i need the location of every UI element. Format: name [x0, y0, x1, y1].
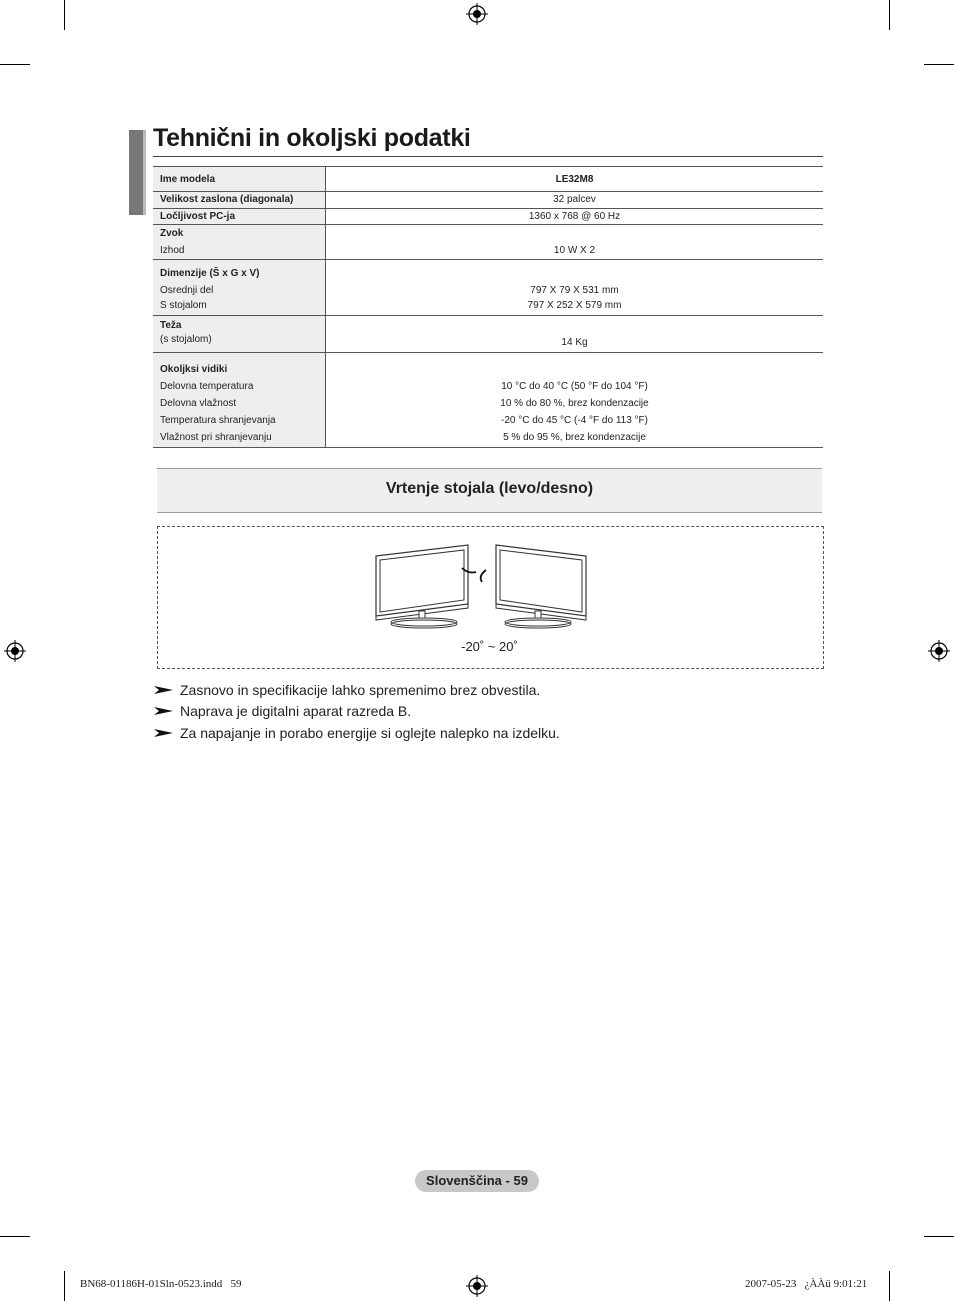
- table-row: [153, 225, 823, 260]
- storage-humidity-value: 5 % do 95 %, brez kondenzacije: [503, 432, 646, 443]
- table-row: [153, 209, 823, 225]
- note-arrow-icon: [154, 706, 174, 716]
- sound-label: Zvok: [160, 228, 184, 239]
- screen-size-value: 32 palcev: [553, 194, 596, 205]
- table-cell-label: [153, 209, 326, 225]
- table-cell-label: [153, 225, 326, 260]
- title-divider: [153, 156, 823, 157]
- crop-mark: [889, 1271, 890, 1301]
- table-header-label: [153, 167, 326, 192]
- table-header-value: [326, 167, 824, 192]
- registration-mark-icon: [466, 1275, 488, 1297]
- crop-mark: [0, 1236, 30, 1237]
- table-cell-label: [153, 192, 326, 209]
- crop-mark: [64, 0, 65, 30]
- storage-temperature-label: Temperatura shranjevanja: [160, 415, 276, 426]
- pc-resolution-value: 1360 x 768 @ 60 Hz: [528, 211, 621, 222]
- table-cell-value: [326, 353, 824, 448]
- operating-temperature-label: Delovna temperatura: [160, 381, 254, 392]
- registration-mark-icon: [4, 640, 26, 662]
- table-cell-value: [326, 316, 824, 353]
- table-row: [153, 192, 823, 209]
- note-text: Za napajanje in porabo energije si oglejte nalepko na izdelku.: [180, 724, 560, 741]
- crop-mark: [64, 1271, 65, 1301]
- dimensions-label: Dimenzije (Š x G x V): [160, 268, 260, 279]
- note-text: Zasnovo in specifikacije lahko spremenimo brez obvestila.: [180, 681, 541, 698]
- table-cell-value: [326, 225, 824, 260]
- table-row: [153, 353, 823, 448]
- main-unit-value: 797 X 79 X 531 mm: [530, 285, 619, 296]
- table-cell-value: [326, 260, 824, 316]
- with-stand-value: 797 X 252 X 579 mm: [527, 300, 622, 311]
- storage-humidity-label: Vlažnost pri shranjevanju: [160, 432, 272, 443]
- sound-output-value: 10 W X 2: [553, 245, 596, 256]
- tv-swivel-illustration: [372, 542, 592, 630]
- table-row: [153, 316, 823, 353]
- title-accent-bar: [129, 130, 143, 215]
- note-item: [154, 722, 560, 744]
- note-arrow-icon: [154, 685, 174, 695]
- page-number-label: Slovenščina - 59: [426, 1173, 528, 1188]
- table-header-row: [153, 167, 823, 192]
- table-cell-label: [153, 260, 326, 316]
- operating-humidity-value: 10 % do 80 %, brez kondenzacije: [500, 398, 649, 409]
- operating-humidity-label: Delovna vlažnost: [160, 398, 237, 409]
- print-file-info: BN68-01186H-01Sln-0523.indd 59: [80, 1278, 242, 1290]
- registration-mark-icon: [466, 3, 488, 25]
- registration-mark-icon: [928, 640, 950, 662]
- crop-mark: [924, 1236, 954, 1237]
- model-value: LE32M8: [555, 173, 594, 185]
- weight-sub-label: (s stojalom): [160, 334, 212, 345]
- main-unit-label: Osrednji del: [160, 285, 214, 296]
- page-title: Tehnični in okoljski podatki: [153, 124, 471, 152]
- spec-table: [153, 166, 823, 448]
- operating-temperature-value: 10 °C do 40 °C (50 °F do 104 °F): [501, 381, 648, 392]
- print-timestamp: 2007-05-23 ¿ÀÀü 9:01:21: [745, 1278, 868, 1290]
- crop-mark: [889, 0, 890, 30]
- weight-value: 14 Kg: [561, 337, 588, 348]
- note-text: Naprava je digitalni aparat razreda B.: [180, 703, 412, 720]
- table-cell-value: [326, 192, 824, 209]
- rotation-angle-label: -20˚ ~ 20˚: [461, 639, 518, 654]
- table-cell-label: [153, 353, 326, 448]
- with-stand-label: S stojalom: [160, 300, 207, 311]
- screen-size-label: Velikost zaslona (diagonala): [160, 194, 294, 205]
- model-label: Ime modela: [160, 173, 216, 185]
- table-cell-value: [326, 209, 824, 225]
- weight-label: Teža: [160, 320, 182, 331]
- section-title: Vrtenje stojala (levo/desno): [385, 480, 594, 497]
- title-accent-bar: [143, 130, 146, 215]
- note-item: [154, 679, 560, 701]
- note-item: [154, 701, 560, 723]
- environment-label: Okoljksi vidiki: [160, 364, 228, 375]
- crop-mark: [0, 64, 30, 65]
- notes-list: [154, 679, 560, 744]
- sound-output-label: Izhod: [160, 245, 185, 256]
- table-row: [153, 260, 823, 316]
- note-arrow-icon: [154, 728, 174, 738]
- crop-mark: [924, 64, 954, 65]
- storage-temperature-value: -20 °C do 45 °C (-4 °F do 113 °F): [501, 415, 648, 426]
- pc-resolution-label: Ločljivost PC-ja: [160, 211, 236, 222]
- table-cell-label: [153, 316, 326, 353]
